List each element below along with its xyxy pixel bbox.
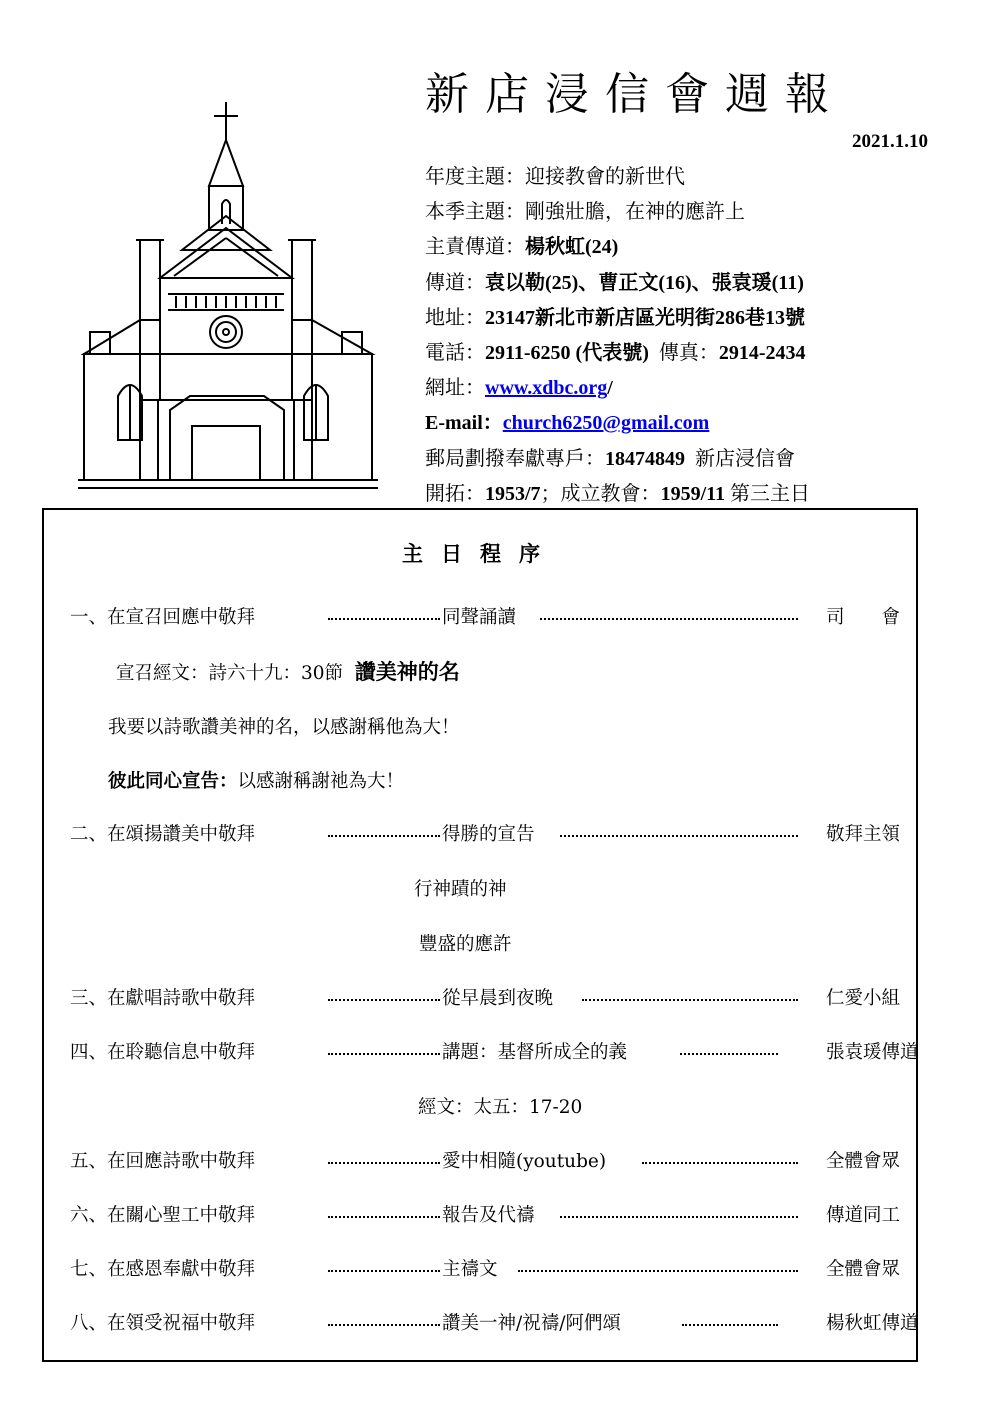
program-item (70, 984, 906, 1014)
program-leader: 傳道同工 (826, 1205, 901, 1226)
established-label: ；成立教會： (540, 482, 661, 505)
fax-label: 傳真： (658, 341, 719, 364)
fax-value: 2914-2434 (718, 341, 806, 364)
website-label: 網址： (425, 377, 485, 400)
sunday-label: 第三主日 (730, 482, 811, 505)
dot-leader (328, 1216, 440, 1218)
dot-leader (328, 999, 440, 1001)
email-label: E-mail： (425, 412, 503, 435)
response-text: 以感謝稱謝祂為大！ (237, 771, 405, 792)
lead-pastor-value: 楊秋虹(24) (525, 236, 619, 259)
scripture: 經文：太五：17-20 (418, 1097, 583, 1118)
website (425, 371, 965, 406)
program-content: 講題：基督所成全的義 (442, 1042, 628, 1063)
dot-leader (582, 999, 798, 1001)
program-step: 四、在聆聽信息中敬拜 (70, 1042, 256, 1063)
annual-theme (425, 160, 965, 195)
phone-value: 2911-6250 (代表號) (485, 341, 649, 364)
program-item (70, 603, 906, 633)
email (425, 406, 965, 441)
program-item (70, 1255, 906, 1285)
program-content: 愛中相隨(youtube) (442, 1151, 607, 1172)
postal-name: 新店浸信會 (695, 447, 795, 470)
program-leader: 仁愛小組 (826, 988, 901, 1009)
program-leader: 敬拜主領 (826, 824, 901, 845)
program-content: 主禱文 (442, 1259, 498, 1280)
annual-theme-label: 年度主題： (425, 166, 525, 188)
program-step: 一、在宣召回應中敬拜 (70, 607, 256, 628)
program-leader: 全體會眾 (826, 1151, 901, 1172)
dot-leader (328, 835, 440, 837)
preachers-label: 傳道： (425, 271, 485, 294)
dot-leader (328, 1162, 440, 1164)
season-theme (425, 195, 965, 230)
dot-leader (540, 618, 798, 620)
program-item (70, 1147, 906, 1177)
program-content: 讚美一神/祝禱/阿們頌 (442, 1313, 621, 1334)
founded-value: 1953/7 (485, 482, 541, 505)
lead-pastor (425, 230, 965, 265)
postal-account-value: 18474849 (605, 447, 685, 470)
program-step: 七、在感恩奉獻中敬拜 (70, 1259, 256, 1280)
season-theme-label: 本季主題： (425, 201, 525, 224)
program-content: 同聲誦讀 (442, 607, 517, 628)
program-content: 得勝的宣告 (442, 824, 535, 845)
response (108, 767, 404, 793)
address-label: 地址： (425, 306, 485, 329)
program-item (70, 820, 906, 850)
email-link[interactable]: church6250@gmail.com (502, 412, 710, 435)
established-value: 1959/11 (660, 482, 726, 505)
program-leader: 全體會眾 (826, 1259, 901, 1280)
bulletin-date: 2021.1.10 (852, 131, 928, 152)
church-info (425, 160, 965, 512)
founded-label: 開拓： (425, 482, 485, 505)
program-content: 報告及代禱 (442, 1205, 535, 1226)
program-step: 八、在領受祝福中敬拜 (70, 1313, 256, 1334)
program-item (70, 1201, 906, 1231)
dot-leader (642, 1162, 798, 1164)
dot-leader (682, 1324, 778, 1326)
program-content: 從早晨到夜晚 (442, 988, 554, 1009)
postal-account (425, 442, 965, 477)
website-suffix: / (607, 377, 613, 400)
program-leader: 楊秋虹傳道 (826, 1313, 919, 1334)
address-value: 23147新北市新店區光明街286巷13號 (485, 306, 805, 329)
address (425, 301, 965, 336)
program-item (70, 1038, 919, 1068)
season-theme-value: 剛強壯膽，在神的應許上 (525, 201, 745, 224)
response-label: 彼此同心宣告： (108, 771, 238, 792)
dot-leader (328, 1324, 440, 1326)
dot-leader (560, 835, 798, 837)
program-step: 三、在獻唱詩歌中敬拜 (70, 988, 256, 1009)
call-verse-label: 宣召經文：詩六十九：30節 (116, 663, 344, 684)
founding-info (425, 477, 965, 512)
program-title: 主日程序 (402, 541, 558, 566)
lead-pastor-label: 主責傳道： (425, 236, 525, 259)
phone-fax (425, 336, 965, 371)
call-verse-title: 讚美神的名 (354, 659, 460, 684)
preachers (425, 266, 965, 301)
dot-leader (680, 1053, 778, 1055)
website-link[interactable]: www.xdbc.org (485, 377, 608, 400)
dot-leader (328, 1053, 440, 1055)
page-title: 新店浸信會週報 (425, 69, 845, 120)
call-verse (116, 656, 460, 686)
program-step: 五、在回應詩歌中敬拜 (70, 1151, 256, 1172)
program-step: 二、在頌揚讚美中敬拜 (70, 824, 256, 845)
call-verse-text: 我要以詩歌讚美神的名，以感謝稱他為大！ (108, 717, 460, 738)
program-step: 六、在關心聖工中敬拜 (70, 1205, 256, 1226)
church-illustration (78, 100, 378, 495)
song-2: 行神蹟的神 (414, 879, 507, 900)
phone-label: 電話： (425, 341, 485, 364)
preachers-value: 袁以勒(25)、曹正文(16)、張袁瑗(11) (485, 271, 804, 294)
dot-leader (560, 1216, 798, 1218)
dot-leader (328, 618, 440, 620)
song-3: 豐盛的應許 (419, 934, 512, 955)
postal-label: 郵局劃撥奉獻專戶： (425, 447, 605, 470)
program-item (70, 1309, 919, 1339)
program-leader: 張袁瑗傳道 (826, 1042, 919, 1063)
program-leader: 司 會 (826, 607, 901, 628)
program-box (42, 508, 918, 1362)
dot-leader (518, 1270, 798, 1272)
annual-theme-value: 迎接教會的新世代 (525, 166, 685, 188)
dot-leader (328, 1270, 440, 1272)
